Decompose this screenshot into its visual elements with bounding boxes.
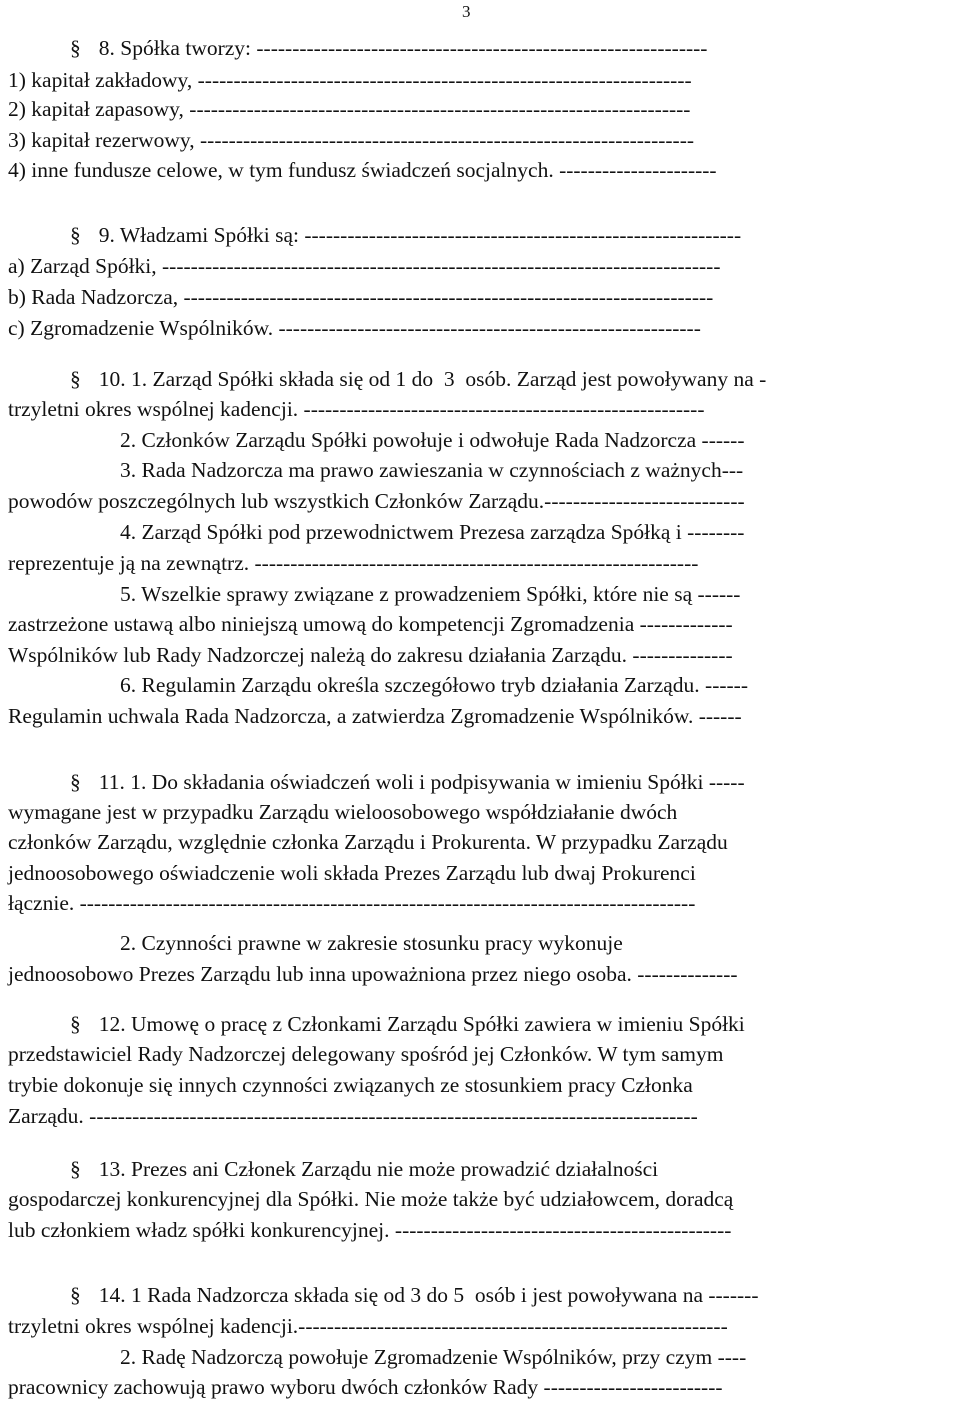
text-line (8, 96, 690, 122)
paragraph-sign: § (70, 770, 81, 794)
line-text: wymagane jest w przypadku Zarządu wieloosobowego współdziałanie dwóch (8, 800, 678, 824)
line-text: jednoosobowo Prezes Zarządu lub inna upoważniona przez niego osoba. -------------- (8, 962, 738, 986)
section-heading-line (70, 35, 707, 61)
paragraph-sign: § (70, 1283, 81, 1307)
text-line (8, 157, 717, 183)
text-line (8, 1041, 723, 1067)
line-text: 3. Rada Nadzorcza ma prawo zawieszania w czynnościach z ważnych--- (120, 458, 744, 482)
line-text: trzyletni okres wspólnej kadencji. -------------------------------------------------------- (8, 397, 705, 421)
line-text: 4) inne fundusze celowe, w tym fundusz świadczeń socjalnych. ---------------------- (8, 158, 717, 182)
line-text: Regulamin uchwala Rada Nadzorcza, a zatwierdza Zgromadzenie Wspólników. ------ (8, 704, 742, 728)
line-text: 2) kapitał zapasowy, ---------------------------------------------------------------------- (8, 97, 691, 121)
text-line (8, 127, 694, 153)
line-text: 2. Członków Zarządu Spółki powołuje i odwołuje Rada Nadzorcza ------ (120, 428, 745, 452)
line-text: 14. 1 Rada Nadzorcza składa się od 3 do 5 osób i jest powoływana na ------- (98, 1283, 759, 1307)
line-text: 2. Czynności prawne w zakresie stosunku pracy wykonuje (120, 931, 623, 955)
line-text: c) Zgromadzenie Wspólników. ----------------------------------------------------------- (8, 316, 701, 340)
paragraph-sign: § (70, 1157, 81, 1181)
line-text: trybie dokonuje się innych czynności związanych ze stosunkiem pracy Członka (8, 1073, 693, 1097)
line-text: 2. Radę Nadzorczą powołuje Zgromadzenie Wspólników, przy czym ---- (120, 1345, 747, 1369)
line-text: 9. Władzami Spółki są: ------------------------------------------------------------- (98, 223, 742, 247)
section-heading-line (70, 366, 766, 392)
text-line (8, 1186, 733, 1212)
text-line (120, 1344, 746, 1370)
text-line (120, 581, 740, 607)
text-line (8, 890, 695, 916)
paragraph-sign: § (70, 1012, 81, 1036)
text-line (8, 799, 677, 825)
text-line (8, 396, 704, 422)
section-heading-line (70, 222, 741, 248)
line-text: przedstawiciel Rady Nadzorczej delegowany spośród jej Członków. W tym samym (8, 1042, 724, 1066)
line-text: 5. Wszelkie sprawy związane z prowadzeniem Spółki, które nie są ------ (120, 582, 741, 606)
line-text: łącznie. -------------------------------------------------------------------------------------- (8, 891, 696, 915)
line-text: 1) kapitał zakładowy, --------------------------------------------------------------------- (8, 68, 692, 92)
line-text: zastrzeżone ustawą albo niniejszą umową do kompetencji Zgromadzenia ------------- (8, 612, 733, 636)
text-line (8, 550, 698, 576)
text-line (8, 67, 692, 93)
paragraph-sign: § (70, 36, 81, 60)
text-line (8, 1313, 728, 1339)
text-line (120, 519, 744, 545)
text-line (8, 1374, 723, 1400)
text-line (120, 457, 743, 483)
line-text: 10. 1. Zarząd Spółki składa się od 1 do 3 osób. Zarząd jest powoływany na - (98, 367, 767, 391)
line-text: a) Zarząd Spółki, ------------------------------------------------------------------------------ (8, 254, 721, 278)
text-line (8, 284, 713, 310)
text-line (8, 829, 728, 855)
text-line (8, 703, 742, 729)
text-line (8, 611, 733, 637)
text-line (8, 1103, 698, 1129)
page-number: 3 (462, 2, 471, 21)
section-heading-line (70, 1282, 758, 1308)
line-text: Wspólników lub Rady Nadzorczej należą do zakresu działania Zarządu. -------------- (8, 643, 733, 667)
section-heading-line (70, 769, 745, 795)
line-text: reprezentuje ją na zewnątrz. -------------------------------------------------------------- (8, 551, 699, 575)
text-line (8, 315, 701, 341)
line-text: lub członkiem władz spółki konkurencyjnej. ----------------------------------------------- (8, 1218, 732, 1242)
line-text: Zarządu. ------------------------------------------------------------------------------------- (8, 1104, 698, 1128)
text-line (120, 427, 745, 453)
line-text: 8. Spółka tworzy: --------------------------------------------------------------- (98, 36, 708, 60)
line-text: gospodarczej konkurencyjnej dla Spółki. Nie może także być udziałowcem, doradcą (8, 1187, 734, 1211)
line-text: 11. 1. Do składania oświadczeń woli i podpisywania w imieniu Spółki ----- (98, 770, 745, 794)
paragraph-sign: § (70, 367, 81, 391)
text-line (120, 672, 748, 698)
text-line (8, 961, 738, 987)
text-line (8, 860, 696, 886)
line-text: 3) kapitał rezerwowy, --------------------------------------------------------------------- (8, 128, 695, 152)
text-line (8, 642, 733, 668)
line-text: 13. Prezes ani Członek Zarządu nie może prowadzić działalności (98, 1157, 659, 1181)
line-text: trzyletni okres wspólnej kadencji.------------------------------------------------------------ (8, 1314, 728, 1338)
text-line (8, 1217, 731, 1243)
line-text: 12. Umowę o pracę z Członkami Zarządu Spółki zawiera w imieniu Spółki (98, 1012, 745, 1036)
paragraph-sign: § (70, 223, 81, 247)
line-text: jednoosobowego oświadczenie woli składa Prezes Zarządu lub dwaj Prokurenci (8, 861, 696, 885)
line-text: b) Rada Nadzorcza, -------------------------------------------------------------------------- (8, 285, 714, 309)
text-line (120, 930, 623, 956)
section-heading-line (70, 1156, 658, 1182)
section-heading-line (70, 1011, 745, 1037)
text-line (8, 488, 745, 514)
line-text: 6. Regulamin Zarządu określa szczegółowo tryb działania Zarządu. ------ (120, 673, 748, 697)
line-text: pracownicy zachowują prawo wyboru dwóch członków Rady ------------------------- (8, 1375, 723, 1399)
text-line (8, 253, 720, 279)
text-line (8, 1072, 693, 1098)
line-text: powodów poszczególnych lub wszystkich Członków Zarządu.---------------------------- (8, 489, 745, 513)
line-text: 4. Zarząd Spółki pod przewodnictwem Prezesa zarządza Spółką i -------- (120, 520, 745, 544)
line-text: członków Zarządu, względnie członka Zarządu i Prokurenta. W przypadku Zarządu (8, 830, 728, 854)
